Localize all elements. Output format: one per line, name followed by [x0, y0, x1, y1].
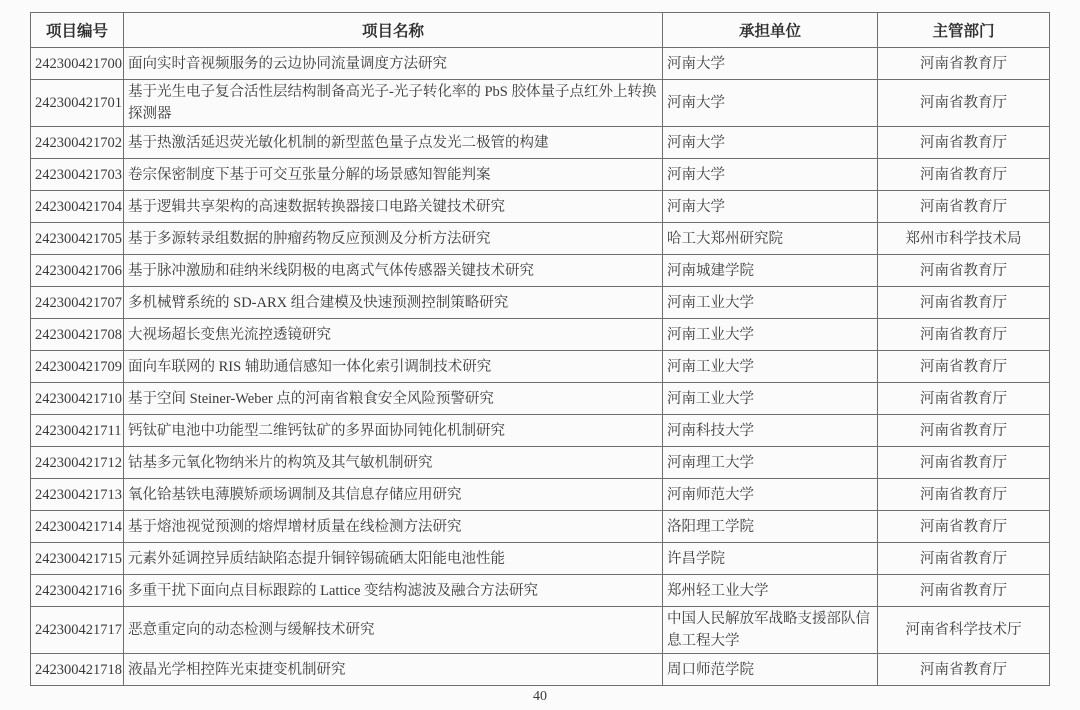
column-header-project-id: 项目编号: [31, 13, 124, 48]
table-row: [31, 479, 1050, 511]
table-row: [31, 575, 1050, 607]
cell-undertaking-unit: 河南大学: [663, 48, 878, 80]
cell-project-id: 242300421702: [31, 127, 124, 159]
cell-project-id: 242300421707: [31, 287, 124, 319]
cell-undertaking-unit: 河南城建学院: [663, 255, 878, 287]
cell-undertaking-unit: 河南科技大学: [663, 415, 878, 447]
cell-project-name: 基于空间 Steiner-Weber 点的河南省粮食安全风险预警研究: [124, 383, 663, 415]
cell-project-name: 基于热激活延迟荧光敏化机制的新型蓝色量子点发光二极管的构建: [124, 127, 663, 159]
table-row: [31, 319, 1050, 351]
cell-supervising-department: 河南省教育厅: [878, 383, 1050, 415]
cell-supervising-department: 河南省教育厅: [878, 127, 1050, 159]
table-row: [31, 351, 1050, 383]
cell-project-name: 卷宗保密制度下基于可交互张量分解的场景感知智能判案: [124, 159, 663, 191]
table-row: [31, 255, 1050, 287]
cell-project-name: 基于熔池视觉预测的熔焊增材质量在线检测方法研究: [124, 511, 663, 543]
cell-undertaking-unit: 河南大学: [663, 159, 878, 191]
cell-project-id: 242300421715: [31, 543, 124, 575]
cell-supervising-department: 河南省教育厅: [878, 575, 1050, 607]
cell-project-id: 242300421701: [31, 80, 124, 127]
table-row: [31, 607, 1050, 654]
cell-project-id: 242300421704: [31, 191, 124, 223]
cell-undertaking-unit: 河南理工大学: [663, 447, 878, 479]
cell-project-name: 恶意重定向的动态检测与缓解技术研究: [124, 607, 663, 654]
table-row: [31, 159, 1050, 191]
page-number: 40: [533, 689, 547, 704]
cell-undertaking-unit: 河南大学: [663, 191, 878, 223]
cell-supervising-department: 河南省教育厅: [878, 191, 1050, 223]
cell-project-name: 面向车联网的 RIS 辅助通信感知一体化索引调制技术研究: [124, 351, 663, 383]
cell-undertaking-unit: 周口师范学院: [663, 654, 878, 686]
cell-undertaking-unit: 中国人民解放军战略支援部队信息工程大学: [663, 607, 878, 654]
cell-undertaking-unit: 哈工大郑州研究院: [663, 223, 878, 255]
cell-project-id: 242300421708: [31, 319, 124, 351]
column-header-undertaking-unit: 承担单位: [663, 13, 878, 48]
cell-project-id: 242300421718: [31, 654, 124, 686]
table-row: [31, 447, 1050, 479]
projects-table: [30, 12, 1050, 686]
cell-project-name: 氧化铪基铁电薄膜矫顽场调制及其信息存储应用研究: [124, 479, 663, 511]
cell-project-id: 242300421706: [31, 255, 124, 287]
cell-undertaking-unit: 河南工业大学: [663, 319, 878, 351]
cell-supervising-department: 河南省科学技术厅: [878, 607, 1050, 654]
cell-project-id: 242300421700: [31, 48, 124, 80]
cell-project-id: 242300421703: [31, 159, 124, 191]
column-header-supervising-department: 主管部门: [878, 13, 1050, 48]
cell-project-name: 基于光生电子复合活性层结构制备高光子-光子转化率的 PbS 胶体量子点红外上转换探测器: [124, 80, 663, 127]
table-row: [31, 48, 1050, 80]
cell-project-id: 242300421716: [31, 575, 124, 607]
cell-project-name: 多机械臂系统的 SD-ARX 组合建模及快速预测控制策略研究: [124, 287, 663, 319]
table-row: [31, 223, 1050, 255]
cell-project-name: 基于多源转录组数据的肿瘤药物反应预测及分析方法研究: [124, 223, 663, 255]
cell-supervising-department: 河南省教育厅: [878, 447, 1050, 479]
cell-project-name: 钙钛矿电池中功能型二维钙钛矿的多界面协同钝化机制研究: [124, 415, 663, 447]
table-row: [31, 654, 1050, 686]
table-row: [31, 543, 1050, 575]
cell-project-id: 242300421714: [31, 511, 124, 543]
cell-project-name: 面向实时音视频服务的云边协同流量调度方法研究: [124, 48, 663, 80]
cell-undertaking-unit: 河南大学: [663, 80, 878, 127]
cell-supervising-department: 河南省教育厅: [878, 415, 1050, 447]
cell-undertaking-unit: 河南工业大学: [663, 287, 878, 319]
cell-project-name: 钴基多元氧化物纳米片的构筑及其气敏机制研究: [124, 447, 663, 479]
cell-project-name: 基于逻辑共享架构的高速数据转换器接口电路关键技术研究: [124, 191, 663, 223]
cell-undertaking-unit: 河南工业大学: [663, 351, 878, 383]
cell-supervising-department: 河南省教育厅: [878, 48, 1050, 80]
cell-supervising-department: 河南省教育厅: [878, 654, 1050, 686]
cell-project-name: 元素外延调控异质结缺陷态提升铜锌锡硫硒太阳能电池性能: [124, 543, 663, 575]
header-row: [31, 13, 1050, 48]
cell-undertaking-unit: 许昌学院: [663, 543, 878, 575]
cell-project-id: 242300421711: [31, 415, 124, 447]
table-row: [31, 80, 1050, 127]
cell-undertaking-unit: 河南大学: [663, 127, 878, 159]
table-row: [31, 287, 1050, 319]
table-row: [31, 511, 1050, 543]
cell-supervising-department: 河南省教育厅: [878, 159, 1050, 191]
cell-project-name: 基于脉冲激励和硅纳米线阴极的电离式气体传感器关键技术研究: [124, 255, 663, 287]
cell-supervising-department: 河南省教育厅: [878, 351, 1050, 383]
cell-undertaking-unit: 河南师范大学: [663, 479, 878, 511]
cell-project-id: 242300421710: [31, 383, 124, 415]
cell-undertaking-unit: 郑州轻工业大学: [663, 575, 878, 607]
cell-project-id: 242300421712: [31, 447, 124, 479]
table-row: [31, 415, 1050, 447]
cell-supervising-department: 河南省教育厅: [878, 319, 1050, 351]
table-row: [31, 127, 1050, 159]
cell-project-id: 242300421709: [31, 351, 124, 383]
cell-supervising-department: 河南省教育厅: [878, 287, 1050, 319]
table-body: [31, 48, 1050, 686]
cell-project-id: 242300421717: [31, 607, 124, 654]
cell-supervising-department: 河南省教育厅: [878, 255, 1050, 287]
cell-project-name: 多重干扰下面向点目标跟踪的 Lattice 变结构滤波及融合方法研究: [124, 575, 663, 607]
table-row: [31, 191, 1050, 223]
cell-undertaking-unit: 河南工业大学: [663, 383, 878, 415]
cell-supervising-department: 郑州市科学技术局: [878, 223, 1050, 255]
cell-supervising-department: 河南省教育厅: [878, 511, 1050, 543]
cell-supervising-department: 河南省教育厅: [878, 479, 1050, 511]
cell-project-name: 液晶光学相控阵光束捷变机制研究: [124, 654, 663, 686]
cell-project-id: 242300421705: [31, 223, 124, 255]
cell-supervising-department: 河南省教育厅: [878, 80, 1050, 127]
table-row: [31, 383, 1050, 415]
column-header-project-name: 项目名称: [124, 13, 663, 48]
cell-project-id: 242300421713: [31, 479, 124, 511]
cell-supervising-department: 河南省教育厅: [878, 543, 1050, 575]
cell-project-name: 大视场超长变焦光流控透镜研究: [124, 319, 663, 351]
cell-undertaking-unit: 洛阳理工学院: [663, 511, 878, 543]
